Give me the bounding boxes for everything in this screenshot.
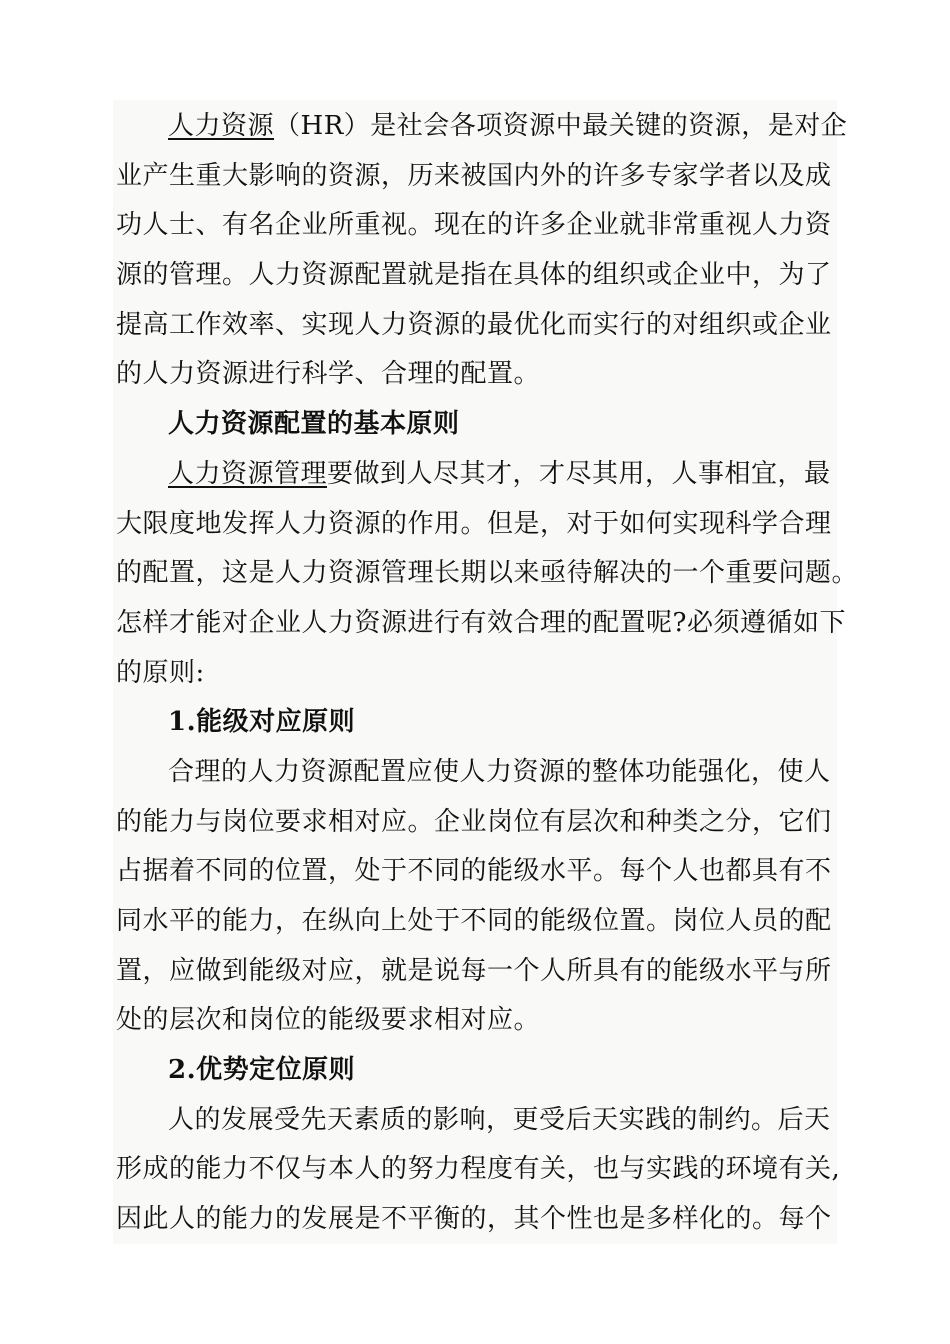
paragraph-line: 的能力与岗位要求相对应。企业岗位有层次和种类之分，它们 [116, 806, 832, 837]
paragraph-line: 形成的能力不仅与本人的努力程度有关，也与实践的环境有关, [116, 1154, 841, 1185]
section-heading: 人力资源配置的基本原则 [168, 409, 460, 440]
hr-management-link[interactable]: 人力资源管理 [168, 458, 328, 489]
paragraph-line: 提高工作效率、实现人力资源的最优化而实行的对组织或企业 [116, 309, 832, 340]
paragraph-line: 的配置，这是人力资源管理长期以来亟待解决的一个重要问题。 [116, 558, 859, 589]
paragraph-text: 要做到人尽其才，才尽其用，人事相宜，最 [327, 458, 831, 489]
paragraph-line: 置，应做到能级对应，就是说每一个人所具有的能级水平与所 [116, 955, 832, 986]
paragraph-line: 占据着不同的位置，处于不同的能级水平。每个人也都具有不 [116, 856, 832, 887]
section-heading: 1.能级对应原则 [168, 707, 356, 738]
paragraph-line: 因此人的能力的发展是不平衡的，其个性也是多样化的。每个 [116, 1204, 832, 1235]
paragraph-line: 处的层次和岗位的能级要求相对应。 [116, 1005, 541, 1036]
paragraph-text: （HR）是社会各项资源中最关键的资源，是对企 [274, 111, 848, 141]
paragraph-line [116, 102, 848, 152]
paragraph-line: 业产生重大影响的资源，历来被国内外的许多专家学者以及成 [116, 160, 832, 191]
section-heading: 2.优势定位原则 [168, 1055, 356, 1086]
paragraph-line: 源的管理。人力资源配置就是指在具体的组织或企业中，为了 [116, 260, 832, 291]
paragraph-line: 合理的人力资源配置应使人力资源的整体功能强化，使人 [168, 756, 831, 787]
paragraph-line [116, 450, 832, 500]
document-body [116, 102, 859, 1245]
paragraph-line: 大限度地发挥人力资源的作用。但是，对于如何实现科学合理 [116, 508, 832, 539]
paragraph-line: 功人士、有名企业所重视。现在的许多企业就非常重视人力资 [116, 210, 832, 241]
paragraph-line: 的原则: [116, 657, 205, 688]
paragraph-line: 的人力资源进行科学、合理的配置。 [116, 359, 541, 390]
paragraph-line: 人的发展受先天素质的影响，更受后天实践的制约。后天 [168, 1104, 831, 1135]
paragraph-line: 同水平的能力，在纵向上处于不同的能级位置。岗位人员的配 [116, 906, 832, 936]
hr-link[interactable]: 人力资源 [168, 111, 275, 141]
paragraph-line: 怎样才能对企业人力资源进行有效合理的配置呢?必须遵循如下 [116, 607, 846, 638]
